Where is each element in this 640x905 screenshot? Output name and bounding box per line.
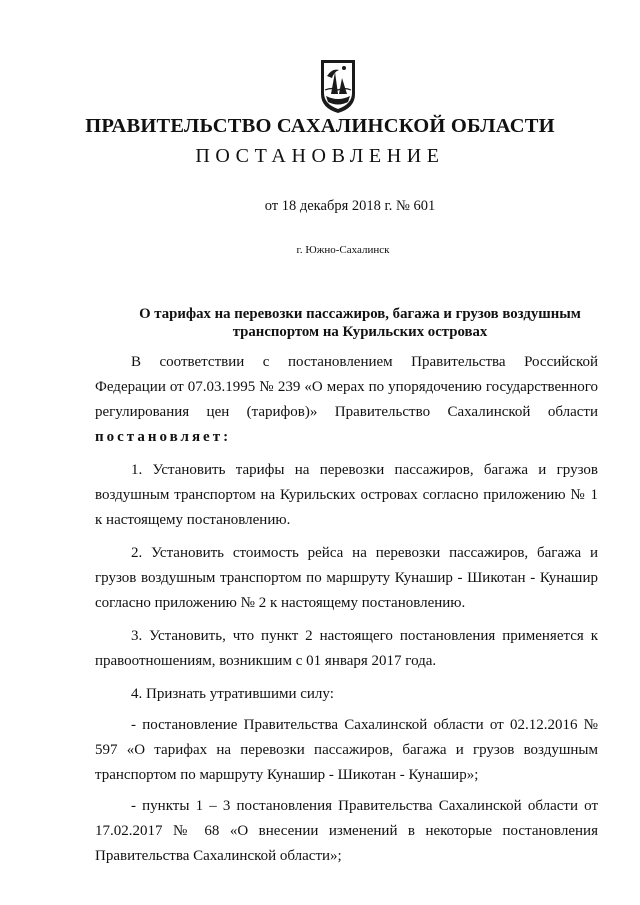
paragraph-item-2: 2. Установить стоимость рейса на перевозки пассажиров, багажа и грузов воздушным транспортом по маршруту Кунашир - Шикотан - Кунашир согласно приложению № 2 к настоящему постановлению. <box>95 545 598 611</box>
paragraph-subitem-1: - постановление Правительства Сахалинской области от 02.12.2016 № 597 «О тарифах на перевозки пассажиров, багажа и грузов воздушным транспортом по маршруту Кунашир - Шикотан - Кунашир»; <box>95 717 598 783</box>
document-body <box>95 350 598 875</box>
paragraph-item-1: 1. Установить тарифы на перевозки пассажиров, багажа и грузов воздушным транспортом на Курильских островах согласно приложению № 1 к настоящему постановлению. <box>95 462 598 528</box>
document-date-number: от 18 декабря 2018 г. № 601 <box>264 198 436 214</box>
subject-line: транспортом на Курильских островах <box>232 324 488 340</box>
document-type: ПОСТАНОВЛЕНИЕ <box>195 145 445 167</box>
government-title: ПРАВИТЕЛЬСТВО САХАЛИНСКОЙ ОБЛАСТИ <box>85 115 555 137</box>
paragraph-item-4: 4. Признать утратившими силу: <box>131 686 334 702</box>
preamble-text: В соответствии с постановлением Правительства Российской Федерации от 07.03.1995 № 239 «О мерах по упорядочению государственного регулирования цен (тарифов)» Правительство Сахалинской области <box>95 354 598 420</box>
paragraph-item-3: 3. Установить, что пункт 2 настоящего постановления применяется к правоотношениям, возникшим с 01 января 2017 года. <box>95 628 598 669</box>
document-subject <box>120 305 600 341</box>
paragraph-subitem-2: - пункты 1 – 3 постановления Правительства Сахалинской области от 17.02.2017 № 68 «О внесении изменений в некоторые постановления Правительства Сахалинской области»; <box>95 798 598 864</box>
sakhalin-coat-of-arms-icon <box>318 58 358 114</box>
document-city: г. Южно-Сахалинск <box>296 244 390 256</box>
preamble-paragraph <box>95 350 598 450</box>
subject-line: О тарифах на перевозки пассажиров, багажа и грузов воздушным <box>139 306 581 322</box>
decree-word: постановляет: <box>95 429 232 445</box>
